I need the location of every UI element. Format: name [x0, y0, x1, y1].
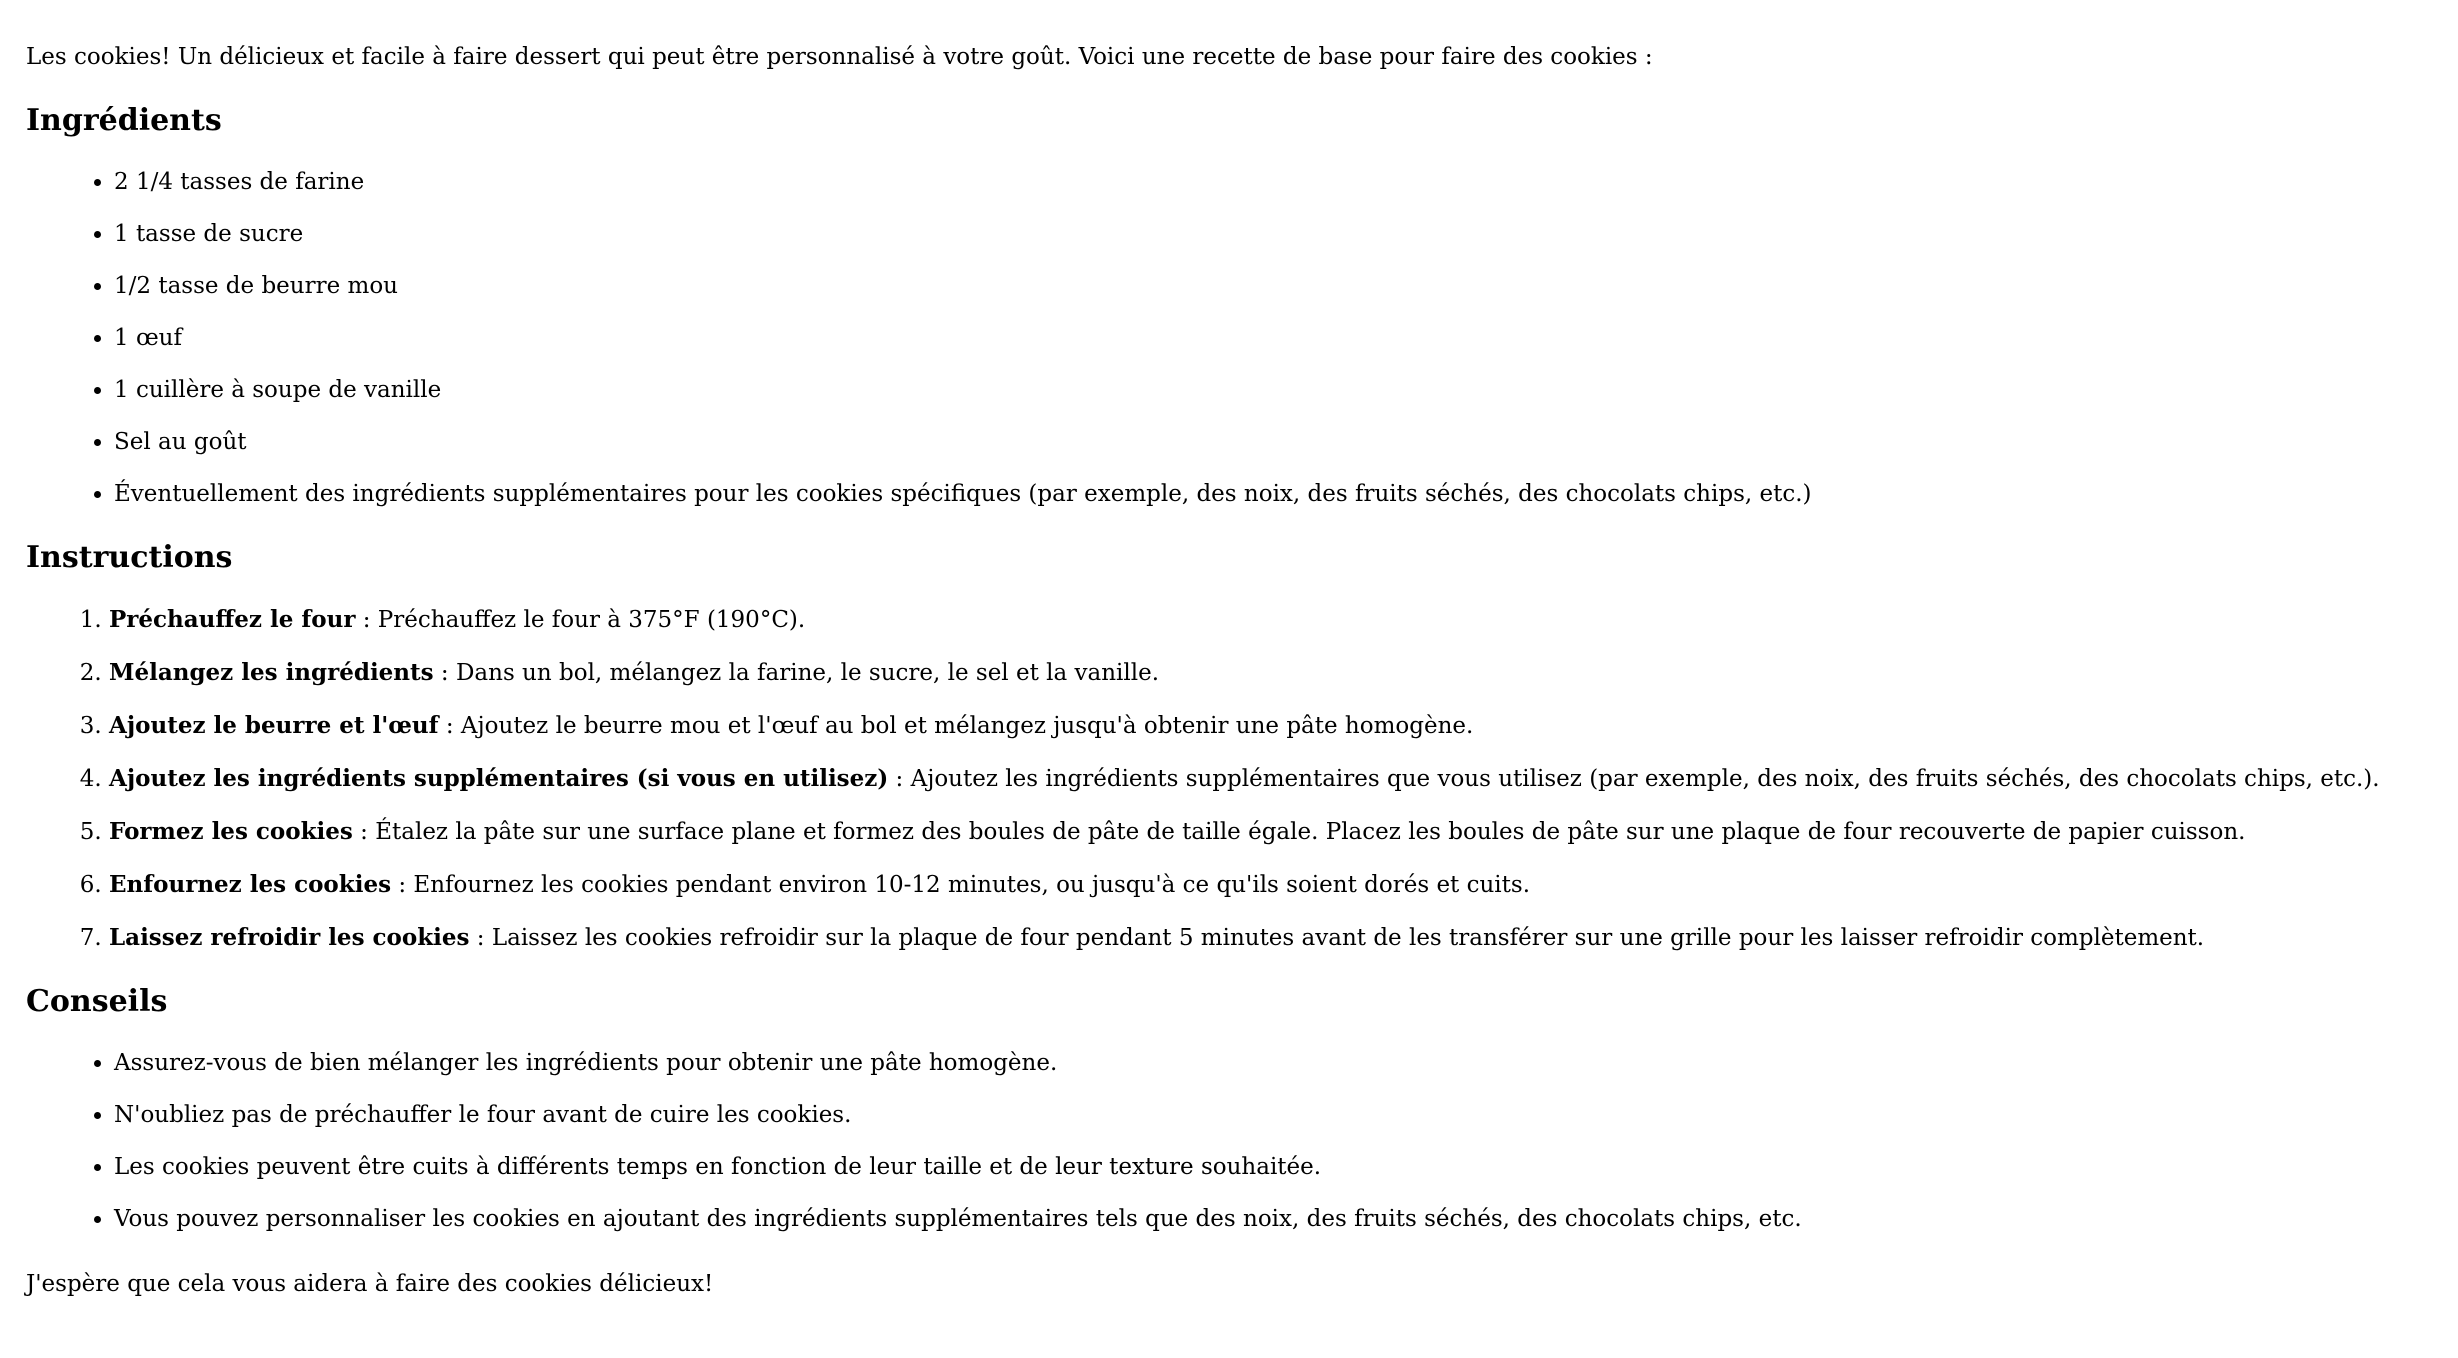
- ingredient-item: • Sel au goût: [114, 425, 2444, 460]
- instruction-step: [109, 602, 2444, 638]
- conseil-item: • Les cookies peuvent être cuits à différents temps en fonction de leur taille et de leur texture souhaitée.: [114, 1150, 2444, 1185]
- instruction-step: [109, 655, 2444, 691]
- instructions-heading: Instructions: [26, 540, 233, 575]
- ingredient-item: • 1 tasse de sucre: [114, 217, 2444, 252]
- step-text: : Enfournez les cookies pendant environ 10-12 minutes, ou jusqu'à ce qu'ils soient dorés et cuits.: [391, 872, 1531, 898]
- instruction-step: [109, 708, 2444, 744]
- step-title: Laissez refroidir les cookies: [109, 924, 470, 951]
- intro-paragraph: Les cookies! Un délicieux et facile à faire dessert qui peut être personnalisé à votre goût. Voici une recette de base pour faire des cookies :: [26, 44, 1653, 70]
- ingredient-item: • 1 œuf: [114, 321, 2444, 356]
- instruction-step: [109, 920, 2444, 956]
- instructions-list: [26, 602, 2444, 956]
- step-title: Préchauffez le four: [109, 606, 356, 633]
- step-text: : Préchauffez le four à 375°F (190°C).: [355, 607, 806, 633]
- step-title: Ajoutez le beurre et l'œuf: [109, 712, 439, 739]
- conseil-item: • Assurez-vous de bien mélanger les ingrédients pour obtenir une pâte homogène.: [114, 1046, 2444, 1081]
- conseil-item: • N'oubliez pas de préchauffer le four avant de cuire les cookies.: [114, 1098, 2444, 1133]
- instruction-step: [109, 814, 2444, 850]
- ingredient-item: • 1/2 tasse de beurre mou: [114, 269, 2444, 304]
- step-text: : Ajoutez les ingrédients supplémentaires que vous utilisez (par exemple, des noix, des fruits séchés, des chocolats chips, etc.).: [888, 766, 2380, 792]
- step-title: Formez les cookies: [109, 818, 353, 845]
- step-title: Mélangez les ingrédients: [109, 659, 434, 686]
- ingredient-item: • 1 cuillère à soupe de vanille: [114, 373, 2444, 408]
- ingredient-item: • Éventuellement des ingrédients supplémentaires pour les cookies spécifiques (par exemple, des noix, des fruits séchés, des chocolats chips, etc.): [114, 477, 2444, 512]
- conseils-list: [26, 1046, 2444, 1237]
- conseils-heading: Conseils: [26, 984, 168, 1019]
- ingredients-heading: Ingrédients: [26, 103, 222, 138]
- ingredient-item: • 2 1/4 tasses de farine: [114, 165, 2444, 200]
- step-text: : Étalez la pâte sur une surface plane et formez des boules de pâte de taille égale. Placez les boules de pâte sur une plaque de four recouverte de papier cuisson.: [352, 819, 2246, 845]
- step-text: : Laissez les cookies refroidir sur la plaque de four pendant 5 minutes avant de les transférer sur une grille pour les laisser refroidir complètement.: [469, 925, 2205, 951]
- conseil-item: • Vous pouvez personnaliser les cookies en ajoutant des ingrédients supplémentaires tels que des noix, des fruits séchés, des chocolats chips, etc.: [114, 1202, 2444, 1237]
- ingredients-list: [26, 165, 2444, 512]
- step-title: Ajoutez les ingrédients supplémentaires (si vous en utilisez): [109, 765, 889, 792]
- instruction-step: [109, 761, 2444, 797]
- outro-paragraph: J'espère que cela vous aidera à faire des cookies délicieux!: [26, 1271, 714, 1297]
- step-text: : Ajoutez le beurre mou et l'œuf au bol et mélangez jusqu'à obtenir une pâte homogène.: [438, 713, 1474, 739]
- step-text: : Dans un bol, mélangez la farine, le sucre, le sel et la vanille.: [433, 660, 1160, 686]
- step-title: Enfournez les cookies: [109, 871, 392, 898]
- instruction-step: [109, 867, 2444, 903]
